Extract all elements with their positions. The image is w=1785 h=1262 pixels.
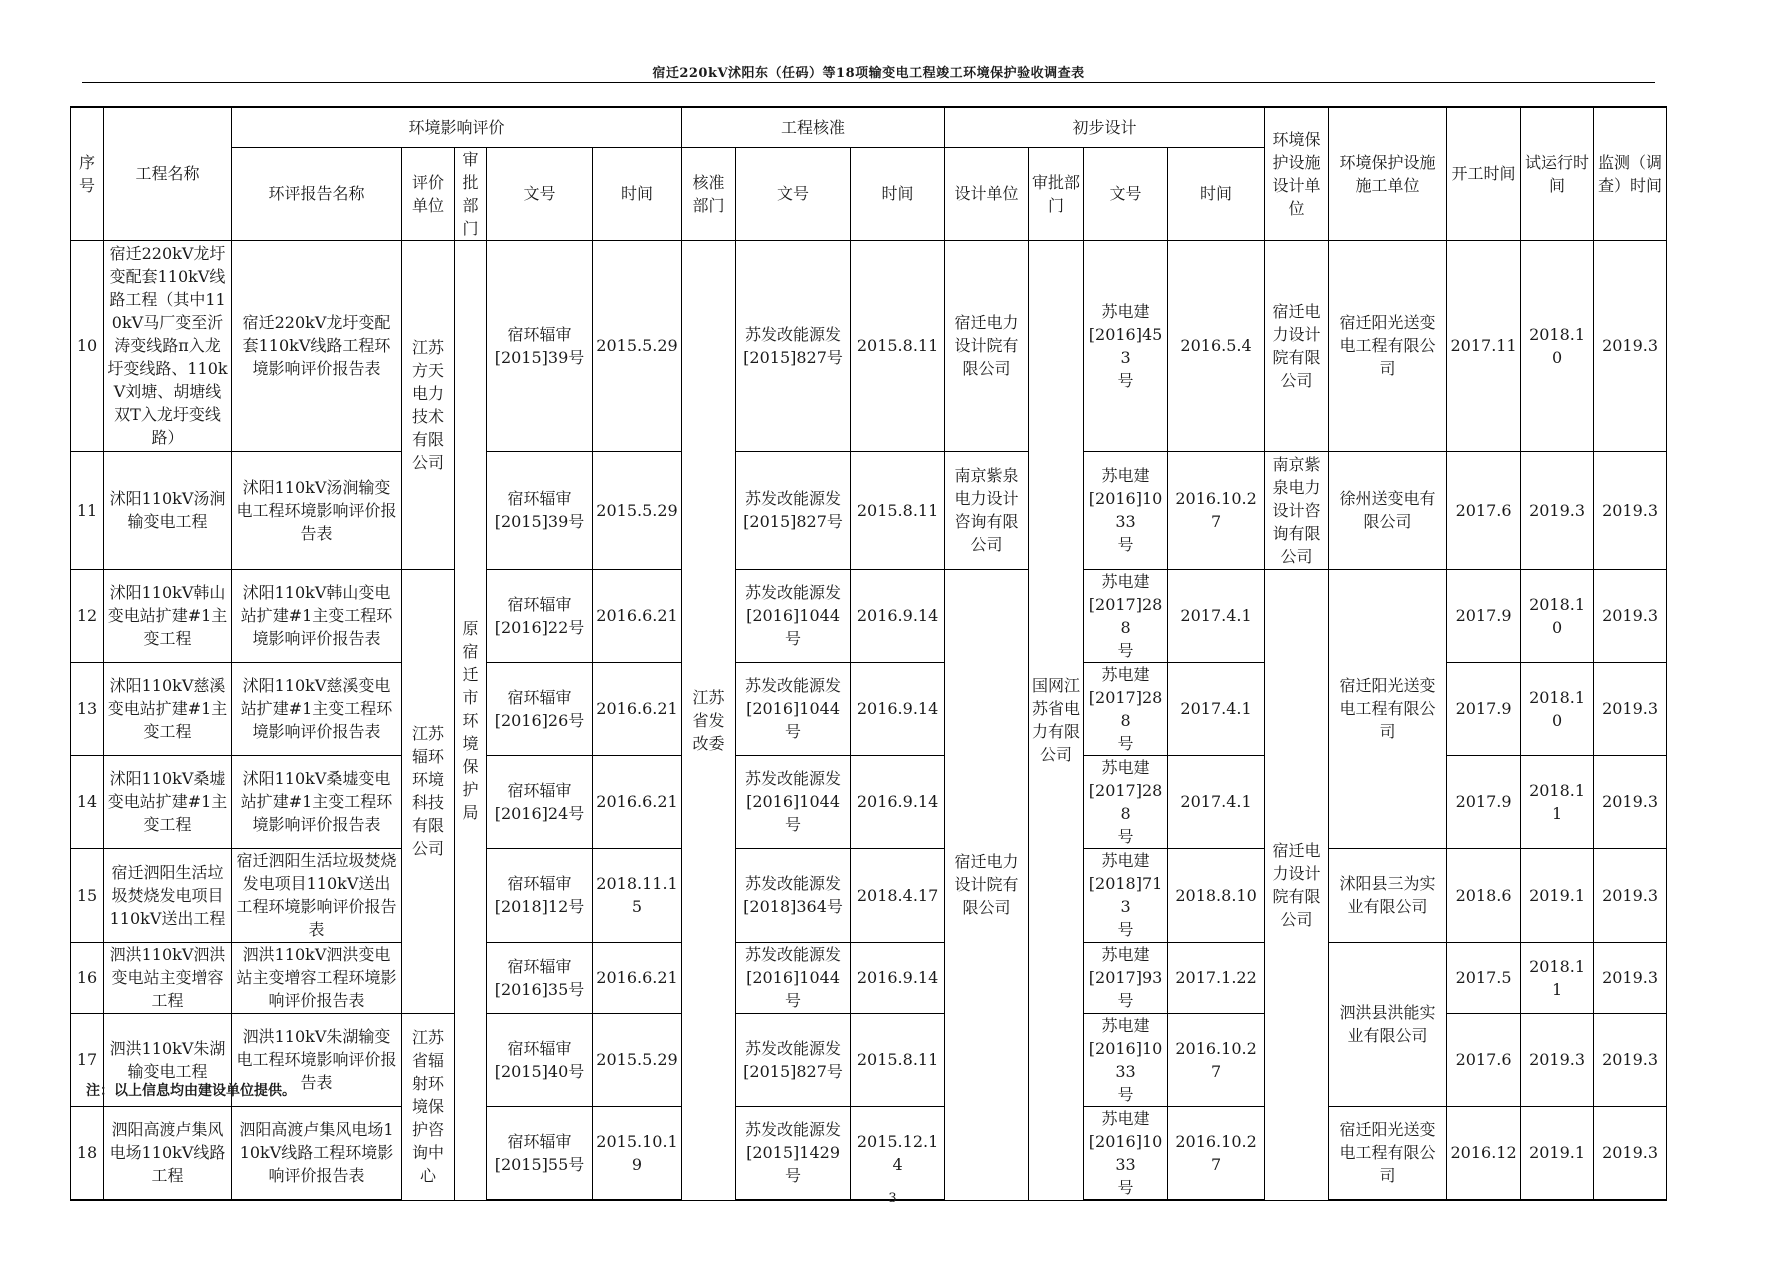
cell-monitor-time: 2019.3 [1594,569,1667,662]
table-row [71,451,1667,569]
cell-design-doc: 苏电建 [2017]288 号 [1084,662,1168,755]
header-approval-dept: 核准部门 [682,147,736,240]
header-design-time: 时间 [1168,147,1265,240]
cell-design-time: 2017.1.22 [1168,942,1265,1013]
header-start-time: 开工时间 [1447,107,1521,240]
cell-seq: 14 [71,755,104,848]
header-project-name: 工程名称 [104,107,232,240]
cell-eia-report: 沭阳110kV韩山变电站扩建#1主变工程环境影响评价报告表 [232,569,402,662]
cell-design-unit: 南京紫泉电力设计咨询有限公司 [945,451,1029,569]
cell-design-doc: 苏电建 [2016]1033 号 [1084,1106,1168,1200]
cell-start-time: 2017.6 [1447,451,1521,569]
cell-eia-report: 泗阳高渡卢集风电场110kV线路工程环境影响评价报告表 [232,1106,402,1200]
cell-design-doc: 苏电建 [2017]288 号 [1084,569,1168,662]
header-eia-dept: 审批部门 [455,147,487,240]
cell-trial-time: 2018.11 [1521,942,1594,1013]
table-row [71,240,1667,451]
cell-approval-time: 2016.9.14 [851,662,945,755]
cell-start-time: 2016.12 [1447,1106,1521,1200]
cell-eia-time: 2016.6.21 [593,942,682,1013]
cell-eia-time: 2016.6.21 [593,569,682,662]
cell-monitor-time: 2019.3 [1594,1013,1667,1106]
cell-trial-time: 2018.11 [1521,755,1594,848]
cell-eia-doc: 宿环辐审 [2015]39号 [487,451,593,569]
header-design-unit: 设计单位 [945,147,1029,240]
cell-monitor-time: 2019.3 [1594,451,1667,569]
header-design-doc: 文号 [1084,147,1168,240]
cell-trial-time: 2019.1 [1521,848,1594,942]
cell-approval-doc: 苏发改能源发 [2016]1044号 [736,662,851,755]
cell-start-time: 2017.9 [1447,569,1521,662]
cell-design-doc: 苏电建 [2016]453 号 [1084,240,1168,451]
cell-env-design-unit: 南京紫泉电力设计咨询有限公司 [1265,451,1329,569]
header-eia-doc: 文号 [487,147,593,240]
cell-env-build-unit: 沭阳县三为实业有限公司 [1329,848,1447,942]
cell-eia-dept: 原宿迁市环境保护局 [455,240,487,1200]
cell-monitor-time: 2019.3 [1594,662,1667,755]
cell-trial-time: 2018.10 [1521,569,1594,662]
cell-approval-doc: 苏发改能源发 [2015]827号 [736,240,851,451]
cell-approval-time: 2015.8.11 [851,1013,945,1106]
cell-design-time: 2017.4.1 [1168,569,1265,662]
cell-eia-report: 沭阳110kV汤涧输变电工程环境影响评价报告表 [232,451,402,569]
footnote: 注：以上信息均由建设单位提供。 [86,1083,296,1099]
cell-start-time: 2017.6 [1447,1013,1521,1106]
header-env-design-unit: 环境保护设施设计单位 [1265,107,1329,240]
cell-approval-time: 2015.8.11 [851,240,945,451]
header-seq: 序号 [71,107,104,240]
header-env-build-unit: 环境保护设施施工单位 [1329,107,1447,240]
cell-trial-time: 2018.10 [1521,662,1594,755]
cell-eia-doc: 宿环辐审 [2015]39号 [487,240,593,451]
cell-eia-doc: 宿环辐审 [2015]40号 [487,1013,593,1106]
cell-start-time: 2017.9 [1447,755,1521,848]
cell-approval-time: 2015.8.11 [851,451,945,569]
cell-start-time: 2018.6 [1447,848,1521,942]
cell-eia-time: 2018.11.15 [593,848,682,942]
cell-eia-doc: 宿环辐审 [2016]26号 [487,662,593,755]
cell-eia-time: 2015.5.29 [593,1013,682,1106]
cell-design-time: 2016.5.4 [1168,240,1265,451]
cell-approval-time: 2016.9.14 [851,755,945,848]
cell-eia-report: 沭阳110kV慈溪变电站扩建#1主变工程环境影响评价报告表 [232,662,402,755]
cell-design-time: 2016.10.27 [1168,1106,1265,1200]
cell-monitor-time: 2019.3 [1594,1106,1667,1200]
cell-monitor-time: 2019.3 [1594,755,1667,848]
cell-seq: 10 [71,240,104,451]
cell-eia-doc: 宿环辐审 [2016]22号 [487,569,593,662]
cell-eia-time: 2016.6.21 [593,755,682,848]
header-design-dept: 审批部门 [1029,147,1084,240]
cell-design-time: 2018.8.10 [1168,848,1265,942]
cell-approval-doc: 苏发改能源发 [2016]1044号 [736,569,851,662]
header-monitor-time: 监测（调查）时间 [1594,107,1667,240]
cell-eia-report: 宿迁220kV龙圩变配套110kV线路工程环境影响评价报告表 [232,240,402,451]
cell-design-doc: 苏电建 [2017]288 号 [1084,755,1168,848]
cell-project-name: 泗洪110kV泗洪变电站主变增容工程 [104,942,232,1013]
table-row [71,569,1667,662]
cell-project-name: 宿迁泗阳生活垃圾焚烧发电项目110kV送出工程 [104,848,232,942]
cell-project-name: 沭阳110kV韩山变电站扩建#1主变工程 [104,569,232,662]
cell-project-name: 宿迁220kV龙圩变配套110kV线路工程（其中110kV马厂变至沂涛变线路π入龙圩变线路、110kV刘塘、胡塘线双T入龙圩变线路） [104,240,232,451]
cell-seq: 18 [71,1106,104,1200]
cell-approval-doc: 苏发改能源发 [2015]1429号 [736,1106,851,1200]
cell-project-name: 沭阳110kV慈溪变电站扩建#1主变工程 [104,662,232,755]
cell-seq: 17 [71,1013,104,1106]
cell-approval-doc: 苏发改能源发 [2015]827号 [736,1013,851,1106]
acceptance-survey-table [70,106,1667,1201]
cell-start-time: 2017.11 [1447,240,1521,451]
cell-design-time: 2017.4.1 [1168,755,1265,848]
cell-eia-doc: 宿环辐审 [2016]24号 [487,755,593,848]
header-eia-group: 环境影响评价 [232,107,682,147]
cell-start-time: 2017.9 [1447,662,1521,755]
cell-design-time: 2016.10.27 [1168,1013,1265,1106]
cell-seq: 13 [71,662,104,755]
cell-approval-time: 2015.12.14 [851,1106,945,1200]
cell-eia-time: 2015.5.29 [593,240,682,451]
header-approval-time: 时间 [851,147,945,240]
cell-design-doc: 苏电建 [2018]713 号 [1084,848,1168,942]
table-row [71,1106,1667,1200]
cell-env-build-unit: 徐州送变电有限公司 [1329,451,1447,569]
cell-eia-time: 2015.5.29 [593,451,682,569]
cell-project-name: 沭阳110kV汤涧输变电工程 [104,451,232,569]
cell-project-name: 泗阳高渡卢集风电场110kV线路工程 [104,1106,232,1200]
cell-env-build-unit: 宿迁阳光送变电工程有限公司 [1329,1106,1447,1200]
cell-env-build-unit: 泗洪县洪能实业有限公司 [1329,942,1447,1106]
header-approval-doc: 文号 [736,147,851,240]
header-eia-time: 时间 [593,147,682,240]
cell-monitor-time: 2019.3 [1594,240,1667,451]
cell-env-design-unit: 宿迁电力设计院有限公司 [1265,569,1329,1200]
cell-design-dept: 国网江苏省电力有限公司 [1029,240,1084,1200]
cell-design-time: 2017.4.1 [1168,662,1265,755]
cell-design-unit: 宿迁电力设计院有限公司 [945,569,1029,1200]
cell-eia-unit: 江苏辐环环境科技有限公司 [402,569,455,1013]
cell-design-doc: 苏电建 [2016]1033 号 [1084,1013,1168,1106]
cell-approval-time: 2016.9.14 [851,569,945,662]
header-design-group: 初步设计 [945,107,1265,147]
cell-design-time: 2016.10.27 [1168,451,1265,569]
cell-eia-unit: 江苏省辐射环境保护咨询中心 [402,1013,455,1200]
cell-project-name: 沭阳110kV桑墟变电站扩建#1主变工程 [104,755,232,848]
cell-monitor-time: 2019.3 [1594,942,1667,1013]
cell-eia-doc: 宿环辐审 [2015]55号 [487,1106,593,1200]
cell-eia-report: 沭阳110kV桑墟变电站扩建#1主变工程环境影响评价报告表 [232,755,402,848]
cell-approval-dept: 江苏省发改委 [682,240,736,1200]
page-number: 3 [888,1191,897,1206]
header-eia-unit: 评价单位 [402,147,455,240]
cell-trial-time: 2019.1 [1521,1106,1594,1200]
cell-approval-time: 2018.4.17 [851,848,945,942]
document-title: 宿迁220kV沭阳东（任码）等18项输变电工程竣工环境保护验收调查表 [652,66,1085,81]
cell-design-unit: 宿迁电力设计院有限公司 [945,240,1029,451]
title-rule [82,82,1655,83]
cell-design-doc: 苏电建 [2017]93号 [1084,942,1168,1013]
cell-env-build-unit: 宿迁阳光送变电工程有限公司 [1329,569,1447,848]
cell-eia-unit: 江苏方天电力技术有限公司 [402,240,455,569]
cell-seq: 12 [71,569,104,662]
cell-eia-time: 2016.6.21 [593,662,682,755]
cell-approval-doc: 苏发改能源发 [2018]364号 [736,848,851,942]
cell-eia-report: 泗洪110kV朱湖输变电工程环境影响评价报告表 [232,1013,402,1106]
cell-approval-time: 2016.9.14 [851,942,945,1013]
cell-approval-doc: 苏发改能源发 [2016]1044号 [736,942,851,1013]
cell-monitor-time: 2019.3 [1594,848,1667,942]
cell-trial-time: 2019.3 [1521,451,1594,569]
cell-approval-doc: 苏发改能源发 [2016]1044号 [736,755,851,848]
cell-seq: 16 [71,942,104,1013]
cell-trial-time: 2018.10 [1521,240,1594,451]
table-row [71,942,1667,1013]
cell-project-name: 泗洪110kV朱湖输变电工程 [104,1013,232,1106]
cell-eia-doc: 宿环辐审 [2018]12号 [487,848,593,942]
cell-seq: 15 [71,848,104,942]
cell-eia-report: 宿迁泗阳生活垃圾焚烧发电项目110kV送出工程环境影响评价报告表 [232,848,402,942]
cell-design-doc: 苏电建 [2016]1033 号 [1084,451,1168,569]
cell-approval-doc: 苏发改能源发 [2015]827号 [736,451,851,569]
cell-env-build-unit: 宿迁阳光送变电工程有限公司 [1329,240,1447,451]
header-trial-time: 试运行时间 [1521,107,1594,240]
cell-eia-time: 2015.10.19 [593,1106,682,1200]
cell-trial-time: 2019.3 [1521,1013,1594,1106]
cell-eia-report: 泗洪110kV泗洪变电站主变增容工程环境影响评价报告表 [232,942,402,1013]
header-approval-group: 工程核准 [682,107,945,147]
table-row [71,848,1667,942]
cell-seq: 11 [71,451,104,569]
cell-env-design-unit: 宿迁电力设计院有限公司 [1265,240,1329,451]
acceptance-table-container [70,106,1667,1201]
header-eia-report: 环评报告名称 [232,147,402,240]
cell-eia-doc: 宿环辐审 [2016]35号 [487,942,593,1013]
cell-start-time: 2017.5 [1447,942,1521,1013]
